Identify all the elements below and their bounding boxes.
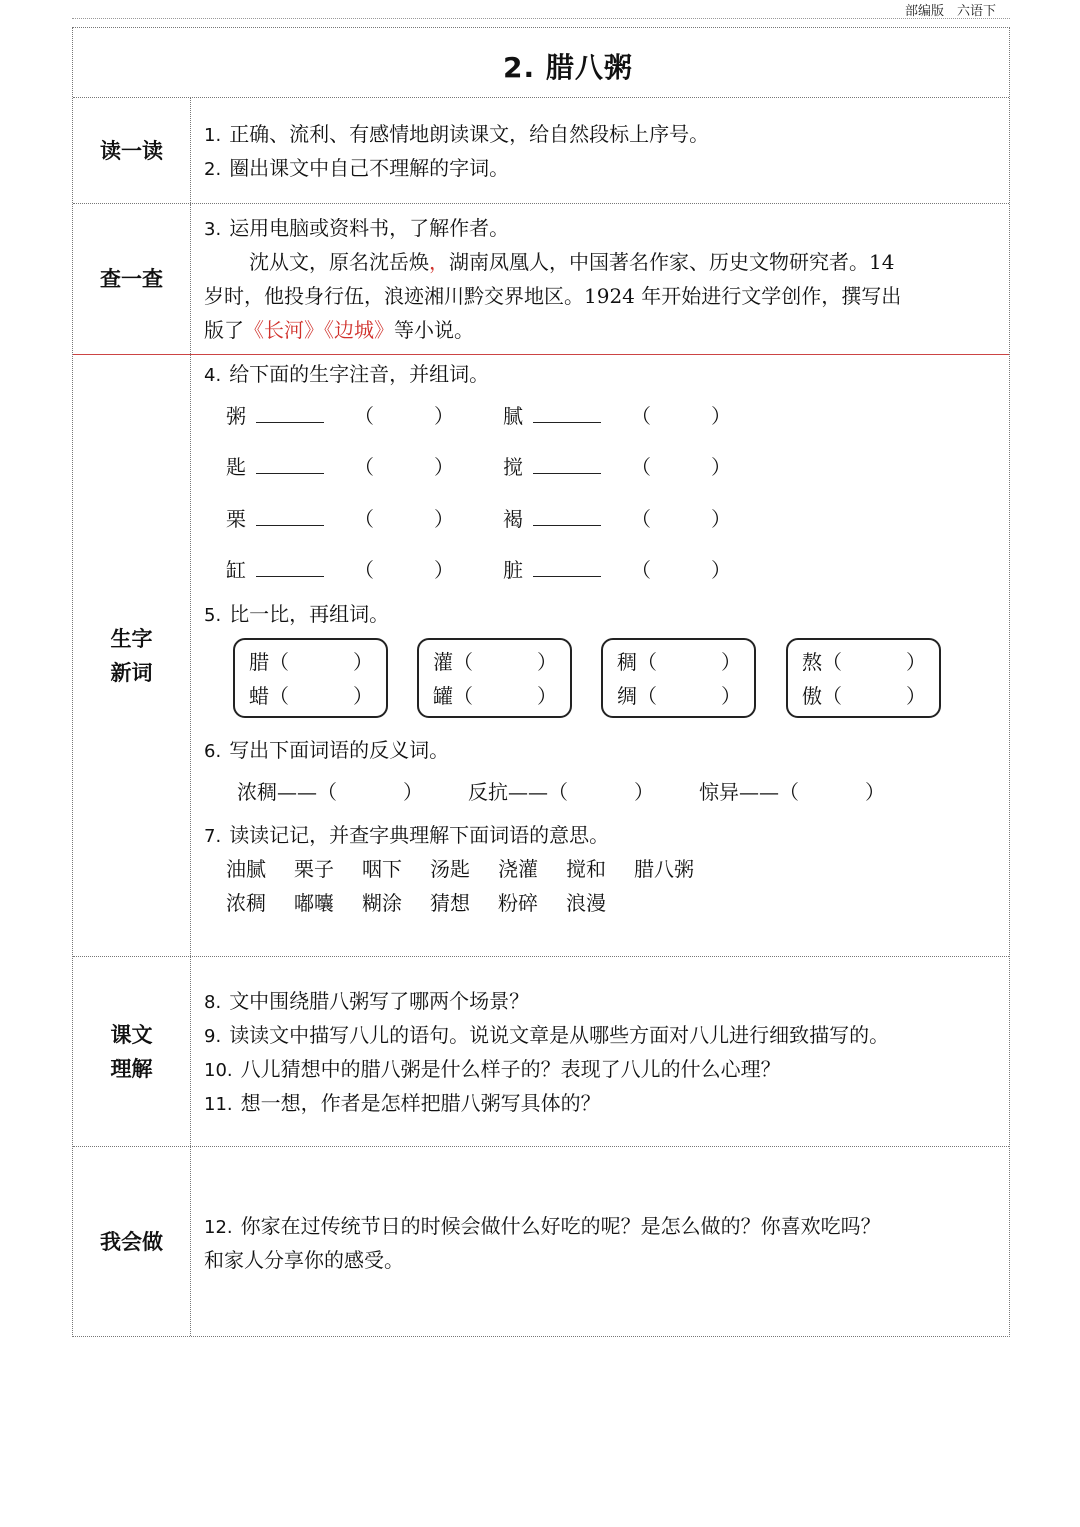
pinyin-paren[interactable]: （ ） xyxy=(631,404,731,428)
question-12-continued: 和家人分享你的感受。 xyxy=(204,1248,404,1272)
antonym-item[interactable]: 惊异——（ ） xyxy=(699,780,885,804)
pinyin-paren[interactable]: （ ） xyxy=(354,507,454,531)
section-understand-content xyxy=(191,957,1009,1146)
question-12: 12. 你家在过传统节日的时候会做什么好吃的呢？是怎么做的？你喜欢吃吗？ xyxy=(204,1214,881,1238)
author-bio-line-2: 岁时，他投身行伍，浪迹湘川黔交界地区。1924 年开始进行文学创作，撰写出 xyxy=(204,284,902,308)
pinyin-paren[interactable]: （ ） xyxy=(631,507,731,531)
answer-blank[interactable] xyxy=(533,505,601,526)
answer-blank[interactable] xyxy=(533,453,601,474)
section-understand xyxy=(73,957,1009,1147)
question-11: 11. 想一想，作者是怎样把腊八粥写具体的？ xyxy=(204,1091,601,1115)
section-do-content xyxy=(191,1147,1009,1336)
pinyin-item: 匙 xyxy=(226,450,332,484)
compare-entry[interactable]: 罐（ ） xyxy=(433,684,557,708)
question-8: 8. 文中围绕腊八粥写了哪两个场景？ xyxy=(204,989,530,1013)
compare-box xyxy=(233,638,388,718)
pinyin-item: 栗 xyxy=(226,502,332,536)
question-7: 7. 读读记记，并查字典理解下面词语的意思。 xyxy=(204,823,610,847)
author-bio-line-3: 版了《长河》《边城》等小说。 xyxy=(204,318,474,342)
section-words xyxy=(73,355,1009,957)
compare-entry[interactable]: 腊（ ） xyxy=(249,650,373,674)
compare-entry[interactable]: 绸（ ） xyxy=(617,684,741,708)
answer-blank[interactable] xyxy=(256,556,324,577)
pinyin-paren[interactable]: （ ） xyxy=(631,455,731,479)
book-title-biancheng: 《边城》 xyxy=(324,318,394,342)
section-check xyxy=(73,204,1009,355)
antonym-item[interactable]: 浓稠——（ ） xyxy=(237,780,423,804)
header-divider xyxy=(72,18,1010,19)
section-do xyxy=(73,1147,1009,1336)
question-4: 4. 给下面的生字注音，并组词。 xyxy=(204,362,490,386)
answer-blank[interactable] xyxy=(256,402,324,423)
question-10: 10. 八儿猜想中的腊八粥是什么样子的？表现了八儿的什么心理？ xyxy=(204,1057,781,1081)
pinyin-item: 粥 xyxy=(226,399,332,433)
compare-box xyxy=(786,638,941,718)
pinyin-item: 腻 xyxy=(503,399,609,433)
vocab-row-2: 浓稠 嘟囔 糊涂 猜想 粉碎 浪漫 xyxy=(226,891,606,915)
vocab-row-1: 油腻 栗子 咽下 汤匙 浇灌 搅和 腊八粥 xyxy=(226,857,694,881)
section-label-understand: 课文 理解 xyxy=(73,957,191,1146)
pinyin-paren[interactable]: （ ） xyxy=(631,558,731,582)
pinyin-paren[interactable]: （ ） xyxy=(354,558,454,582)
answer-blank[interactable] xyxy=(533,556,601,577)
pinyin-item: 褐 xyxy=(503,502,609,536)
compare-box xyxy=(417,638,572,718)
pinyin-item: 搅 xyxy=(503,450,609,484)
compare-entry[interactable]: 稠（ ） xyxy=(617,650,741,674)
worksheet xyxy=(72,27,1010,1337)
compare-box xyxy=(601,638,756,718)
section-words-content xyxy=(191,355,1009,956)
pinyin-paren[interactable]: （ ） xyxy=(354,455,454,479)
answer-blank[interactable] xyxy=(256,453,324,474)
question-2: 2. 圈出课文中自己不理解的字词。 xyxy=(204,156,510,180)
compare-entry[interactable]: 傲（ ） xyxy=(802,684,926,708)
section-label-words: 生字 新词 xyxy=(73,355,191,956)
compare-entry[interactable]: 蜡（ ） xyxy=(249,684,373,708)
question-3: 3. 运用电脑或资料书，了解作者。 xyxy=(204,216,510,240)
edition-note: 部编版 六语下 xyxy=(904,3,996,18)
section-label-do: 我会做 xyxy=(73,1147,191,1336)
answer-blank[interactable] xyxy=(533,402,601,423)
section-label-read: 读一读 xyxy=(73,98,191,203)
question-9: 9. 读读文中描写八儿的语句。说说文章是从哪些方面对八儿进行细致描写的。 xyxy=(204,1023,890,1047)
pinyin-paren[interactable]: （ ） xyxy=(354,404,454,428)
compare-entry[interactable]: 熬（ ） xyxy=(802,650,926,674)
question-5: 5. 比一比，再组词。 xyxy=(204,602,390,626)
section-label-check: 查一查 xyxy=(73,204,191,354)
antonym-item[interactable]: 反抗——（ ） xyxy=(468,780,654,804)
question-1: 1. 正确、流利、有感情地朗读课文，给自然段标上序号。 xyxy=(204,122,710,146)
title-row xyxy=(73,28,1009,98)
pinyin-item: 缸 xyxy=(226,553,332,587)
answer-blank[interactable] xyxy=(256,505,324,526)
author-bio-line-1: 沈从文，原名沈岳焕，湖南凤凰人，中国著名作家、历史文物研究者。14 xyxy=(249,250,895,274)
page-title: 2. 腊八粥 xyxy=(503,51,633,84)
pinyin-item: 脏 xyxy=(503,553,609,587)
book-title-changhe: 《长河》 xyxy=(244,318,324,342)
compare-entry[interactable]: 灌（ ） xyxy=(433,650,557,674)
question-6: 6. 写出下面词语的反义词。 xyxy=(204,738,450,762)
section-read-content xyxy=(191,98,1009,203)
section-read xyxy=(73,98,1009,204)
section-check-content xyxy=(191,204,1009,354)
